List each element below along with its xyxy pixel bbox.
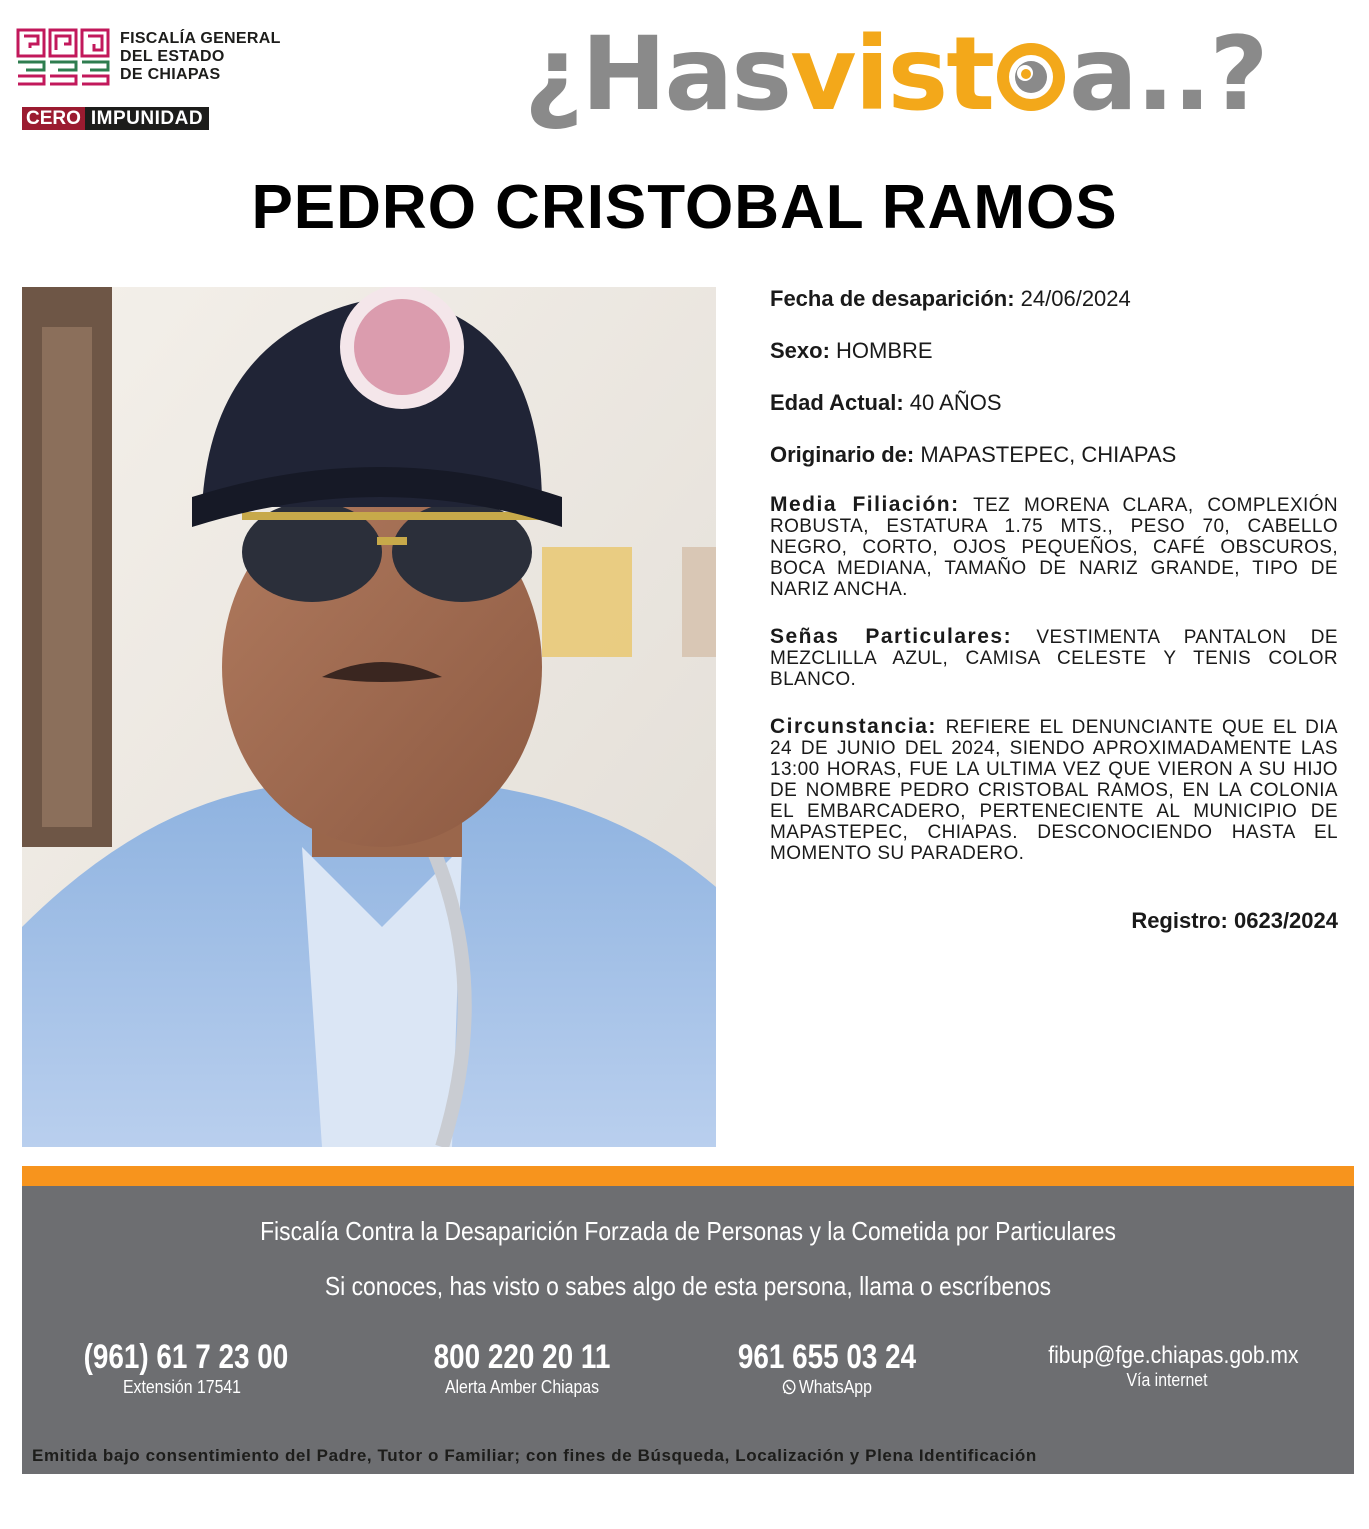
phone-office-extension: Extensión 17541: [122, 1377, 242, 1397]
circunstancia-value: REFIERE EL DENUNCIANTE QUE EL DIA 24 DE JUNIO DEL 2024, SIENDO APROXIMADAMENTE LAS 13:00 HORAS, FUE LA ULTIMA VEZ QUE VIERON A SU HIJO DE NOMBRE PEDRO CRISTOBAL RAMOS, EN LA COLONIA EL EMBARCADERO, PERTENECIENTE AL MUNICIPIO DE MAPASTEPEC, CHIAPAS. DESCONOCIENDO HASTA EL MOMENTO SU PARADERO.: [770, 717, 1338, 864]
origen-label: Originario de:: [770, 442, 915, 467]
institution-line: DEL ESTADO: [120, 48, 225, 65]
filiacion-field: [770, 494, 1338, 600]
badge-impunidad: IMPUNIDAD: [85, 107, 209, 130]
whatsapp-number[interactable]: 961 655 03 24: [737, 1338, 917, 1376]
eye-icon: [993, 37, 1069, 113]
circunstancia-label: Circunstancia:: [770, 715, 937, 738]
registro-label: Registro:: [1131, 908, 1228, 933]
filiacion-label: Media Filiación:: [770, 493, 960, 516]
institution-name: [120, 30, 281, 84]
fecha-value: 24/06/2024: [1020, 286, 1131, 311]
greca-logo-icon: [16, 28, 110, 86]
call-to-action: Si conoces, has visto o sabes algo de esta persona, llama o escríbenos: [324, 1271, 1052, 1301]
campaign-part-1: ¿Has: [524, 15, 791, 134]
fecha-label: Fecha de desaparición:: [770, 286, 1015, 311]
fiscalia-logo: [16, 28, 316, 132]
badge-cero: CERO: [22, 107, 85, 130]
filiacion-value: TEZ MORENA CLARA, COMPLEXIÓN ROBUSTA, ESTATURA 1.75 MTS., PESO 70, CABELLO NEGRO, CORTO, OJOS PEQUEÑOS, CAFÉ OBSCUROS, BOCA MEDIANA, TAMAÑO DE NARIZ GRANDE, TIPO DE NARIZ ANCHA.: [770, 495, 1339, 600]
email-label: Vía internet: [1126, 1370, 1208, 1390]
senas-label: Señas Particulares:: [770, 625, 1013, 648]
senas-field: [770, 626, 1338, 690]
senas-value: VESTIMENTA PANTALON DE MEZCLILLA AZUL, CAMISA CELESTE Y TENIS COLOR BLANCO.: [770, 627, 1338, 690]
edad-value: 40 AÑOS: [909, 390, 1002, 415]
contact-amber-alert: [402, 1338, 642, 1398]
fecha-field: [770, 286, 1338, 312]
person-name: PEDRO CRISTOBAL RAMOS: [251, 173, 1118, 242]
person-details: [770, 286, 1338, 934]
registro-value: 0623/2024: [1234, 908, 1338, 933]
phone-office-number[interactable]: (961) 61 7 23 00: [83, 1338, 289, 1376]
edad-label: Edad Actual:: [770, 390, 904, 415]
whatsapp-label: WhatsApp: [798, 1377, 872, 1397]
edad-field: [770, 390, 1338, 416]
campaign-logo: [524, 15, 1354, 134]
whatsapp-icon: [782, 1379, 796, 1395]
sexo-label: Sexo:: [770, 338, 830, 363]
contact-phone-office: [62, 1338, 302, 1398]
orange-divider: [22, 1166, 1354, 1186]
whatsapp-label-row: [717, 1377, 937, 1398]
amber-alert-number[interactable]: 800 220 20 11: [433, 1338, 611, 1376]
campaign-part-2: vist: [790, 15, 994, 134]
consent-disclaimer: Emitida bajo consentimiento del Padre, Tutor o Familiar; con fines de Búsqueda, Localización y Plena Identificación: [32, 1446, 1037, 1465]
contact-footer: [22, 1186, 1354, 1474]
contact-email: [1032, 1338, 1302, 1391]
registro-field: [770, 908, 1338, 934]
office-name: Fiscalía Contra la Desaparición Forzada de Personas y la Cometida por Particulares: [260, 1216, 1116, 1246]
sexo-field: [770, 338, 1338, 364]
origen-value: MAPASTEPEC, CHIAPAS: [920, 442, 1177, 467]
amber-alert-label: Alerta Amber Chiapas: [444, 1377, 600, 1397]
person-photo: [22, 287, 716, 1147]
institution-line: DE CHIAPAS: [120, 66, 221, 83]
origen-field: [770, 442, 1338, 468]
contact-whatsapp: [702, 1338, 952, 1398]
campaign-part-3: a..?: [1069, 15, 1267, 134]
circunstancia-field: [770, 716, 1338, 864]
email-address[interactable]: fibup@fge.chiapas.gob.mx: [1048, 1342, 1299, 1369]
institution-line: FISCALÍA GENERAL: [120, 30, 281, 47]
sexo-value: HOMBRE: [836, 338, 933, 363]
cero-impunidad-badge: [22, 107, 294, 130]
